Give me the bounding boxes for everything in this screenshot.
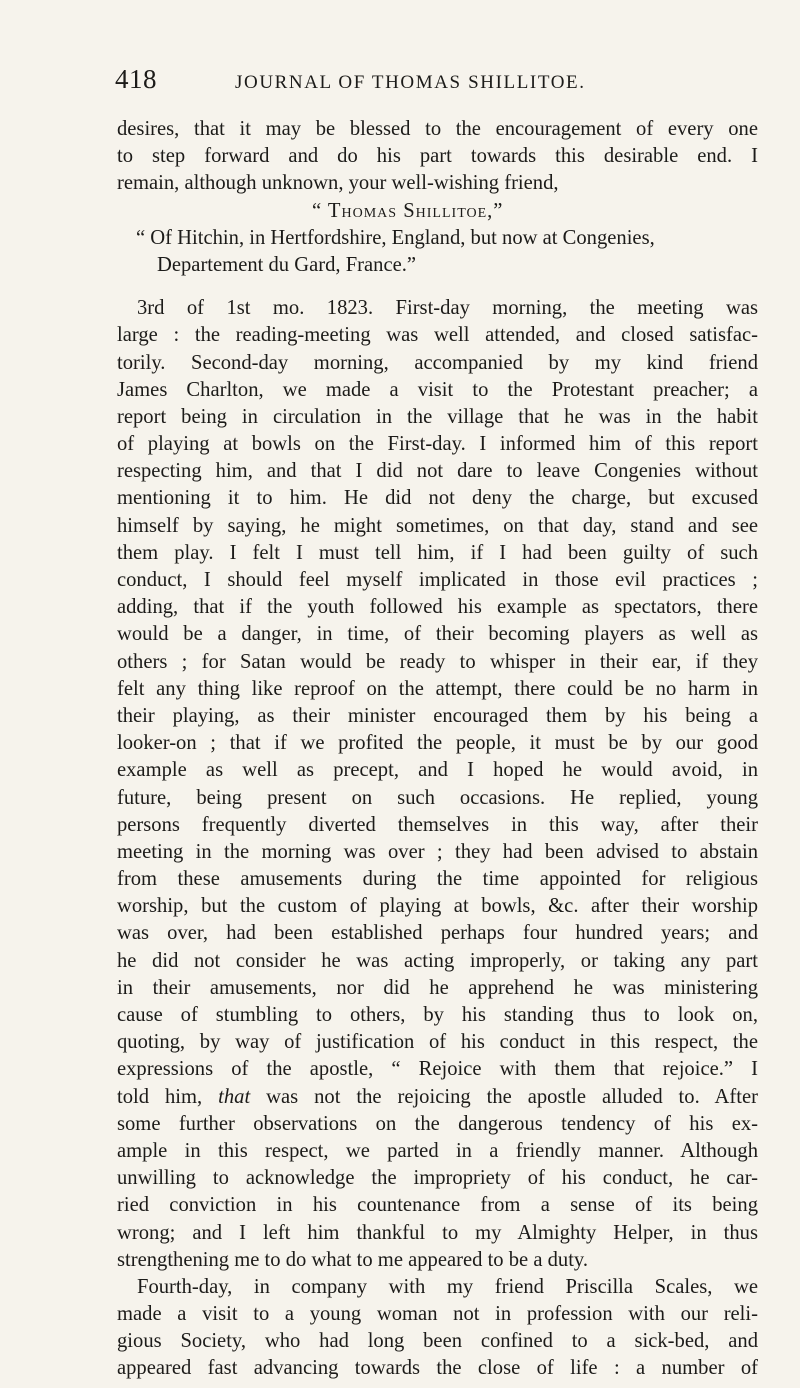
letter-close bbox=[117, 116, 758, 279]
text-line: quoting, by way of justification of his conduct in this respect, the bbox=[117, 1031, 758, 1054]
text-line: others ; for Satan would be ready to whisper in their ear, if they bbox=[117, 650, 758, 673]
text-line: of playing at bowls on the First-day. I informed him of this report bbox=[117, 433, 758, 456]
page-number: 418 bbox=[115, 64, 157, 94]
text-line: 3rd of 1st mo. 1823. First-day morning, the meeting was bbox=[137, 297, 758, 320]
text-line: respecting him, and that I did not dare to leave Congenies without bbox=[117, 460, 758, 483]
text-line: made a visit to a young woman not in profession with our reli- bbox=[117, 1303, 758, 1326]
paragraph-gap bbox=[117, 279, 758, 295]
page-body bbox=[117, 104, 758, 1383]
text-line: large : the reading-meeting was well attended, and closed satisfac- bbox=[117, 324, 758, 347]
text-line: Fourth-day, in company with my friend Priscilla Scales, we bbox=[137, 1275, 758, 1298]
text-line: in their amusements, nor did he apprehend he was ministering bbox=[117, 976, 758, 999]
text-line: gious Society, who had long been confined to a sick-bed, and bbox=[117, 1330, 758, 1353]
text-line: James Charlton, we made a visit to the Protestant preacher; a bbox=[117, 378, 758, 401]
text-line: persons frequently diverted themselves in this way, after their bbox=[117, 813, 758, 836]
text-segment: was not the rejoicing the apostle alluded to. After bbox=[250, 1085, 758, 1108]
text-line: meeting in the morning was over ; they had been advised to abstain bbox=[117, 840, 758, 863]
text-line: looker-on ; that if we profited the people, it must be by our good bbox=[117, 732, 758, 755]
text-line: torily. Second-day morning, accompanied by my kind friend bbox=[117, 351, 758, 374]
text-line bbox=[117, 1084, 758, 1111]
text-line: felt any thing like reproof on the attempt, there could be no harm in bbox=[117, 677, 758, 700]
text-line: strengthening me to do what to me appeared to be a duty. bbox=[117, 1248, 589, 1271]
text-line: would be a danger, in time, of their becoming players as well as bbox=[117, 623, 758, 646]
text-line: to step forward and do his part towards this desirable end. I bbox=[117, 145, 758, 168]
text-line: remain, although unknown, your well-wishing friend, bbox=[117, 172, 559, 195]
page-header bbox=[115, 64, 720, 95]
text-line: ample in this respect, we parted in a friendly manner. Although bbox=[117, 1139, 758, 1162]
text-line: was over, had been established perhaps four hundred years; and bbox=[117, 922, 758, 945]
address-line: “ Of Hitchin, in Hertfordshire, England, but now at Congenies, bbox=[136, 226, 655, 249]
text-line: cause of stumbling to others, by his standing thus to look on, bbox=[117, 1004, 758, 1026]
text-segment: told him, bbox=[117, 1085, 219, 1108]
address-line: Departement du Gard, France.” bbox=[157, 253, 417, 276]
journal-entry bbox=[117, 295, 758, 1383]
text-line: example as well as precept, and I hoped he would avoid, in bbox=[117, 759, 758, 782]
text-line: report being in circulation in the village that he was in the habit bbox=[117, 405, 758, 428]
text-line: appeared fast advancing towards the close of life : a number of bbox=[117, 1357, 758, 1380]
text-line: wrong; and I left him thankful to my Almighty Helper, in thus bbox=[117, 1221, 758, 1244]
text-line: he did not consider he was acting improperly, or taking any part bbox=[117, 949, 758, 972]
text-line: conduct, I should feel myself implicated in those evil practices ; bbox=[117, 569, 758, 591]
text-line: ried conviction in his countenance from a sense of its being bbox=[117, 1194, 758, 1217]
text-line: worship, but the custom of playing at bowls, &c. after their worship bbox=[117, 895, 758, 918]
text-line: himself by saying, he might sometimes, on that day, stand and see bbox=[117, 514, 758, 537]
text-line: them play. I felt I must tell him, if I had been guilty of such bbox=[117, 541, 758, 564]
text-line: unwilling to acknowledge the impropriety of his conduct, he car- bbox=[117, 1167, 758, 1190]
text-line: their playing, as their minister encouraged them by his being a bbox=[117, 704, 758, 727]
text-line: desires, that it may be blessed to the encouragement of every one bbox=[117, 118, 758, 140]
italic-word: that bbox=[218, 1085, 251, 1108]
text-line: adding, that if the youth followed his example as spectators, there bbox=[117, 596, 758, 619]
text-line: from these amusements during the time appointed for religious bbox=[117, 868, 758, 891]
text-line: some further observations on the dangerous tendency of his ex- bbox=[117, 1112, 758, 1135]
running-head: JOURNAL OF THOMAS SHILLITOE. bbox=[235, 72, 586, 93]
signature: “ Thomas Shillitoe,” bbox=[312, 199, 504, 222]
text-line: expressions of the apostle, “ Rejoice with them that rejoice.” I bbox=[117, 1058, 758, 1081]
text-line: mentioning it to him. He did not deny the charge, but excused bbox=[117, 487, 758, 510]
text-line: future, being present on such occasions. He replied, young bbox=[117, 786, 758, 809]
